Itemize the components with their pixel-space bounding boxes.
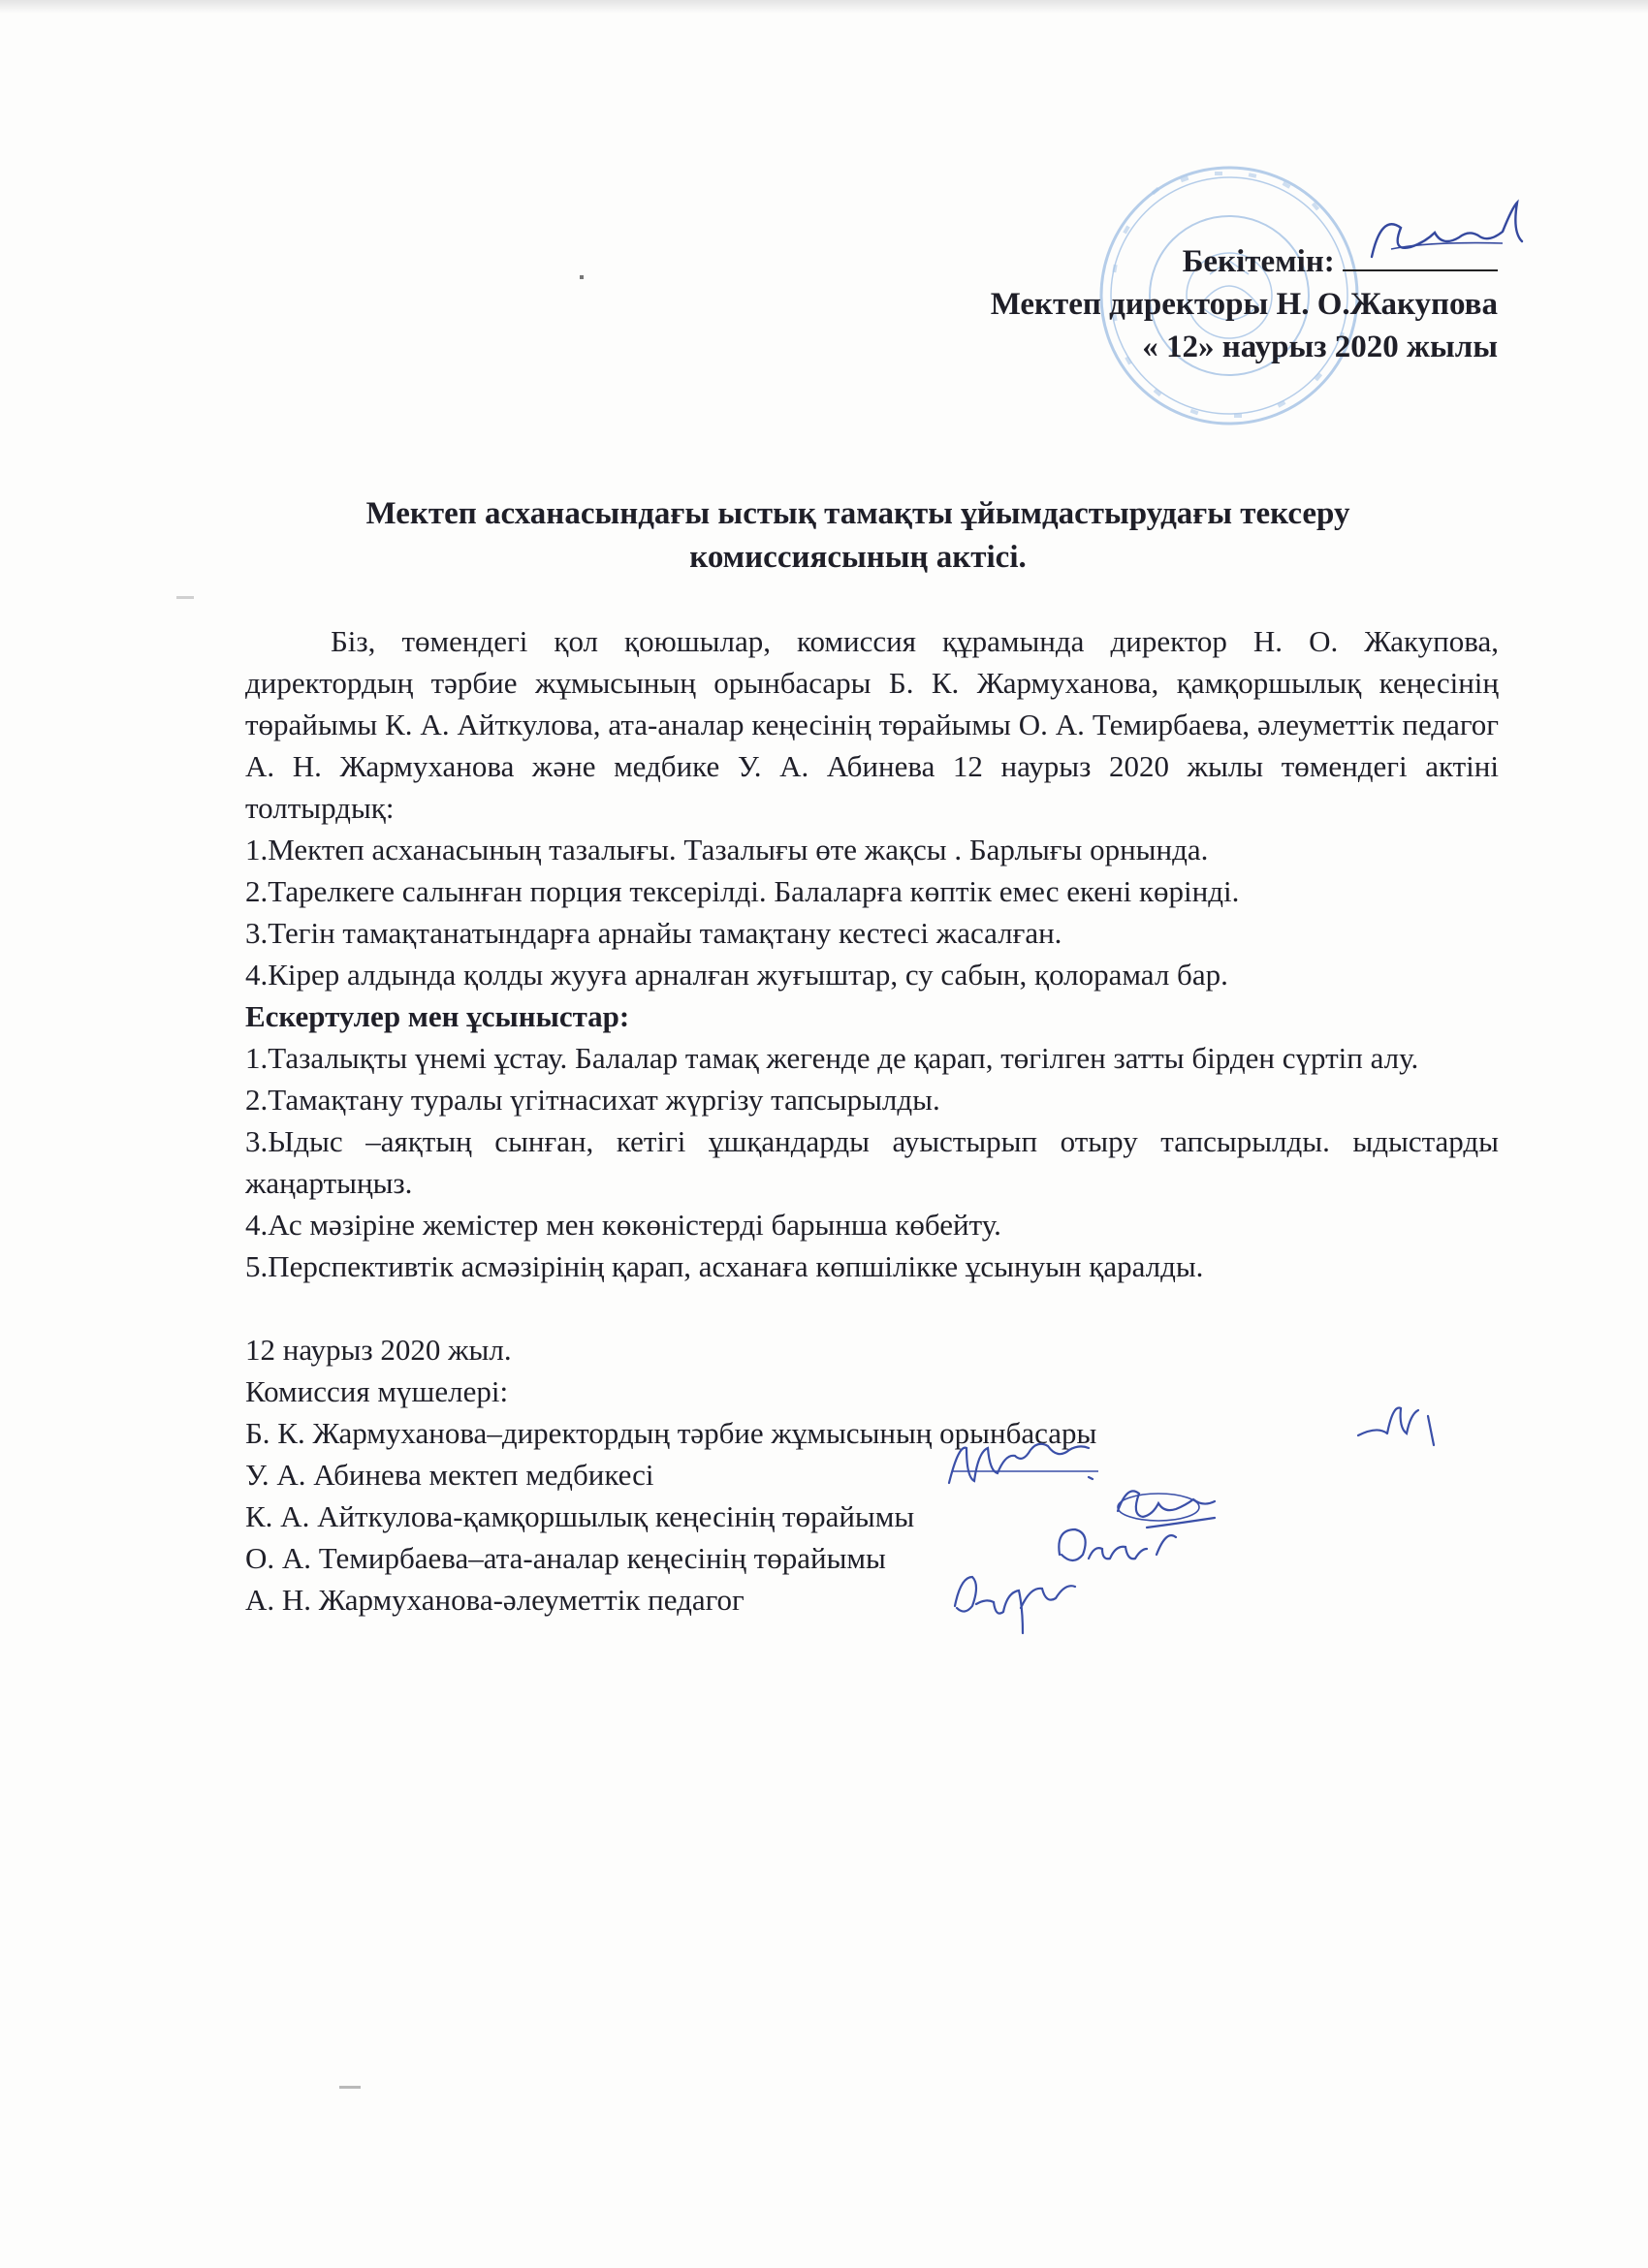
recommendation-item: 2.Тамақтану туралы үгітнасихат жүргізу тапсырылды. — [245, 1083, 940, 1117]
approved-label: Бекітемін: — [1182, 244, 1335, 279]
recommendations-heading: Ескертулер мен ұсыныстар: — [245, 999, 630, 1033]
finding-item: 3.Тегін тамақтанатындарға арнайы тамақтану кестесі жасалған. — [245, 916, 1062, 950]
member-name: А. Н. Жармуханова-әлеуметтік педагог — [245, 1583, 745, 1617]
member-name: Б. К. Жармуханова–директордың тәрбие жұмысының орынбасары — [245, 1416, 1097, 1450]
member-row — [245, 1412, 1499, 1454]
member-row — [245, 1537, 1499, 1579]
approval-block — [991, 240, 1498, 368]
director-line: Мектеп директоры Н. О.Жакупова — [990, 287, 1498, 322]
member-row — [245, 1454, 1499, 1496]
finding-item: 2.Тарелкеге салынған порция тексерілді. Балаларға көптік емес екені көрінді. — [245, 874, 1240, 908]
member-name: О. А. Темирбаева–ата-аналар кеңесінің төрайымы — [245, 1541, 886, 1575]
member-name: К. А. Айткулова-қамқоршылық кеңесінің төрайымы — [245, 1499, 915, 1533]
scan-mark — [176, 596, 194, 599]
recommendation-item: 5.Перспективтік асмәзірінің қарап, асханаға көпшілікке ұсынуын қаралды. — [245, 1249, 1204, 1283]
spacer — [245, 1287, 1499, 1329]
member-name: У. А. Абинева мектеп медбикесі — [245, 1458, 654, 1492]
title-line-2: комиссиясының актісі. — [689, 540, 1027, 575]
scan-dot — [580, 275, 584, 279]
member-row — [245, 1579, 1499, 1621]
member-row — [245, 1496, 1499, 1537]
approval-line — [991, 240, 1498, 283]
document-body — [245, 620, 1499, 1621]
finding-item: 4.Кірер алдында қолды жууға арналған жуғыштар, су сабын, қолорамал бар. — [245, 958, 1228, 992]
document-date: 12 наурыз 2020 жыл. — [245, 1333, 512, 1367]
signature-line — [1343, 240, 1498, 271]
member-signature — [943, 1433, 1108, 1500]
finding-item: 1.Мектеп асханасының тазалығы. Тазалығы өте жақсы . Барлығы орнында. — [245, 833, 1209, 866]
recommendation-item: 3.Ыдыс –аяқтың сынған, кетігі ұшқандарды ауыстырып отыру тапсырылды. ыдыстарды жаңартыңыз. — [245, 1124, 1499, 1200]
member-signature — [1350, 1397, 1457, 1455]
approval-date: « 12» наурыз 2020 жылы — [1142, 330, 1498, 364]
recommendation-item: 4.Ас мәзіріне жемістер мен көкөністерді барынша көбейту. — [245, 1208, 1001, 1242]
scan-edge-shadow — [0, 0, 1648, 14]
members-heading: Комиссия мүшелері: — [245, 1374, 509, 1408]
title-line-1: Мектеп асханасындағы ыстық тамақты ұйымдастырудағы тексеру — [365, 496, 1350, 531]
scan-mark — [339, 2086, 361, 2089]
document-title — [242, 492, 1474, 580]
recommendation-item: 1.Тазалықты үнемі ұстау. Балалар тамақ жегенде де қарап, төгілген затты бірден сүртіп алу. — [245, 1041, 1419, 1075]
member-signature — [943, 1559, 1127, 1647]
intro-paragraph: Біз, төмендегі қол қоюшылар, комиссия құрамында директор Н. О. Жакупова, директордың тәрбие жұмысының орынбасары Б. К. Жармуханова, қамқоршылық кеңесінің төрайымы К. А. Айткулова, ата-аналар кеңесінің төрайымы О. А. Темирбаева, әлеуметтік педагог А. Н. Жармуханова және медбике У. А. Абинева 12 наурыз 2020 жылы төмендегі актіні толтырдық: — [245, 624, 1499, 825]
